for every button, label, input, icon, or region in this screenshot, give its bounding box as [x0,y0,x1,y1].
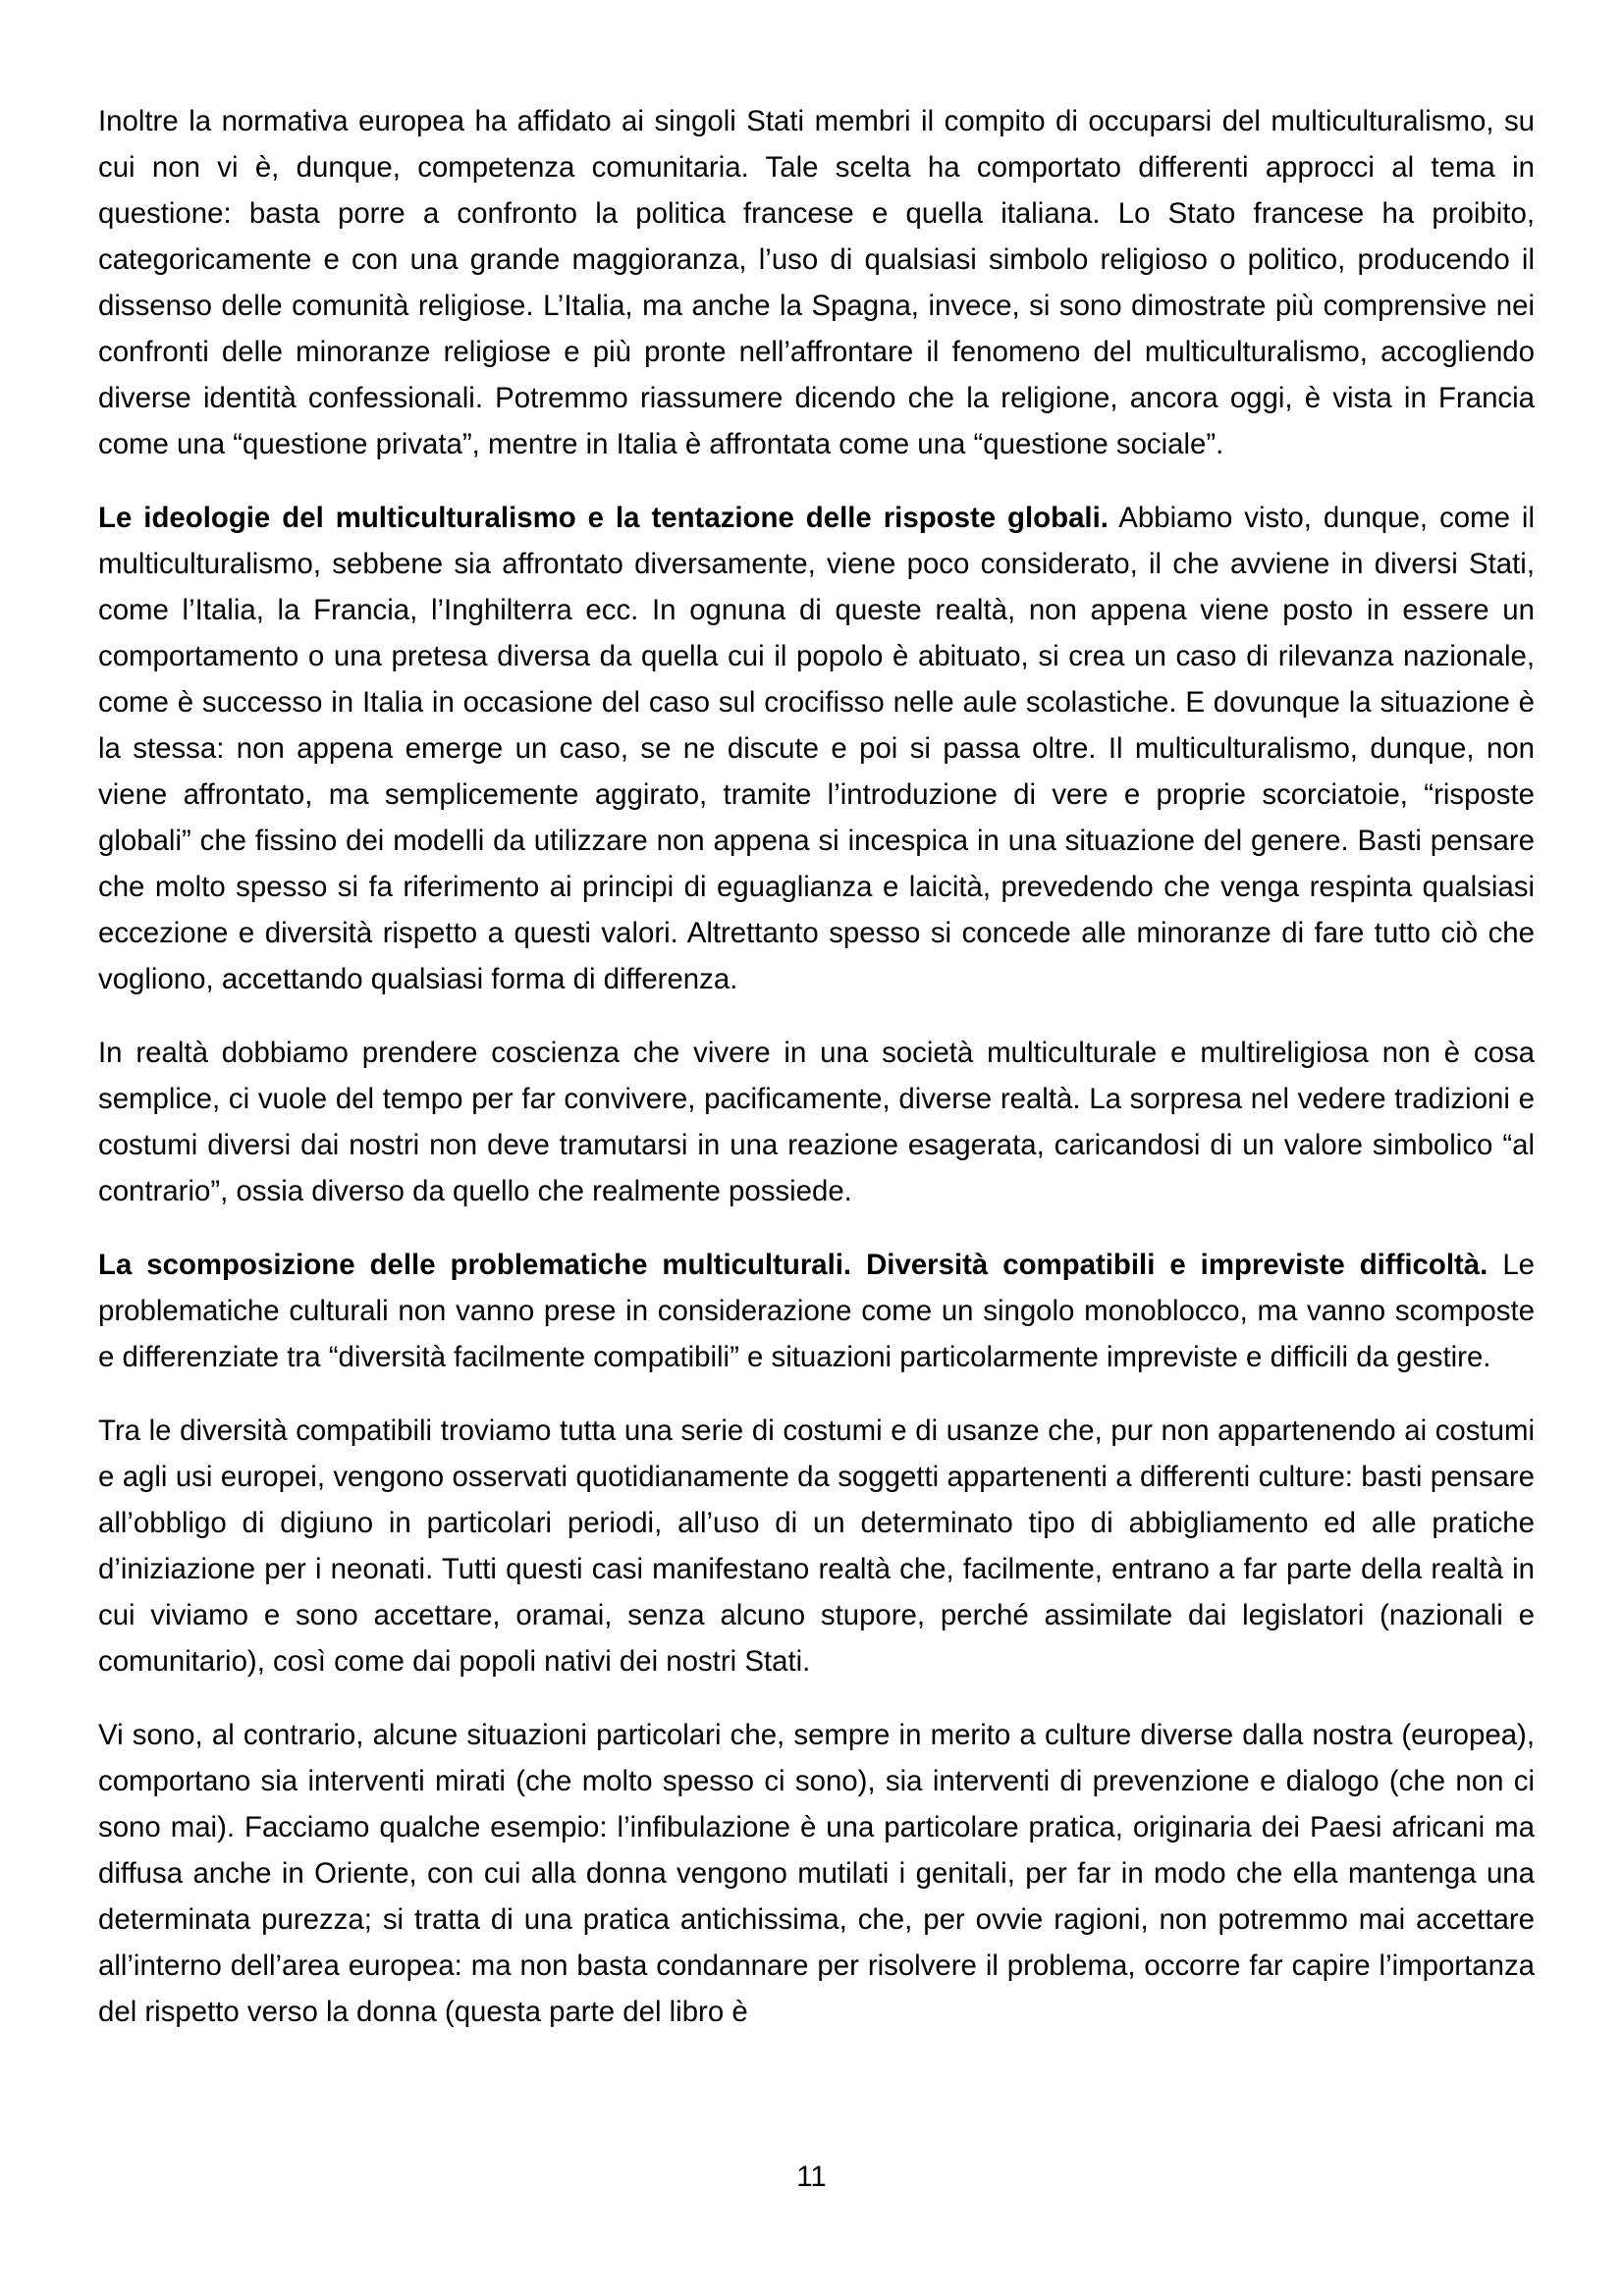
paragraph-2-text: Abbiamo visto, dunque, come il multiculturalismo, sebbene sia affrontato diversamente, viene poco considerato, il che avviene in diversi Stati, come l’Italia, la Francia, l’Inghilterra ecc. In ognuna di queste realtà, non appena viene posto in essere un comportamento o una pretesa diversa da quella cui il popolo è abituato, si crea un caso di rilevanza nazionale, come è successo in Italia in occasione del caso sul crocifisso nelle aule scolastiche. E dovunque la situazione è la stessa: non appena emerge un caso, se ne discute e poi si passa oltre. Il multiculturalismo, dunque, non viene affrontato, ma semplicemente aggirato, tramite l’introduzione di vere e proprie scorciatoie, “risposte globali” che fissino dei modelli da utilizzare non appena si incespica in una situazione del genere. Basti pensare che molto spesso si fa riferimento ai principi di eguaglianza e laicità, prevedendo che venga respinta qualsiasi eccezione e diversità rispetto a questi valori. Altrettanto spesso si concede alle minoranze di fare tutto ciò che vogliono, accettando qualsiasi forma di differenza. [98,502,1535,995]
paragraph-4-text: Le problematiche culturali non vanno prese in considerazione come un singolo monoblocco, ma vanno scomposte e differenziate tra “diversità facilmente compatibili” e situazioni particolarmente impreviste e difficili da gestire. [98,1249,1536,1373]
paragraph-1-text: Inoltre la normativa europea ha affidato ai singoli Stati membri il compito di occuparsi del multiculturalismo, su cui non vi è, dunque, competenza comunitaria. Tale scelta ha comportato differenti approcci al tema in questione: basta porre a confronto la politica francese e quella italiana. Lo Stato francese ha proibito, categoricamente e con una grande maggioranza, l’uso di qualsiasi simbolo religioso o politico, producendo il dissenso delle comunità religiose. L’Italia, ma anche la Spagna, invece, si sono dimostrate più comprensive nei confronti delle minoranze religiose e più pronte nell’affrontare il fenomeno del multiculturalismo, accogliendo diverse identità confessionali. Potremmo riassumere dicendo che la religione, ancora oggi, è vista in Francia come una “questione privata”, mentre in Italia è affrontata come una “questione sociale”. [98,105,1535,460]
paragraph-4 [98,1242,1535,1380]
paragraph-3-text: In realtà dobbiamo prendere coscienza che vivere in una società multiculturale e multireligiosa non è cosa semplice, ci vuole del tempo per far convivere, pacificamente, diverse realtà. La sorpresa nel vedere tradizioni e costumi diversi dai nostri non deve tramutarsi in una reazione esagerata, caricandosi di un valore simbolico “al contrario”, ossia diverso da quello che realmente possiede. [98,1037,1535,1207]
paragraph-6-text: Vi sono, al contrario, alcune situazioni particolari che, sempre in merito a culture diverse dalla nostra (europea), comportano sia interventi mirati (che molto spesso ci sono), sia interventi di prevenzione e dialogo (che non ci sono mai). Facciamo qualche esempio: l’infibulazione è una particolare pratica, originaria dei Paesi africani ma diffusa anche in Oriente, con cui alla donna vengono mutilati i genitali, per far in modo che ella mantenga una determinata purezza; si tratta di una pratica antichissima, che, per ovvie ragioni, non potremmo mai accettare all’interno dell’area europea: ma non basta condannare per risolvere il problema, occorre far capire l’importanza del rispetto verso la donna (questa parte del libro è [98,1719,1535,2028]
paragraph-1 [98,98,1535,467]
paragraph-5-text: Tra le diversità compatibili troviamo tutta una serie di costumi e di usanze che, pur non appartenendo ai costumi e agli usi europei, vengono osservati quotidianamente da soggetti appartenenti a differenti culture: basti pensare all’obbligo di digiuno in particolari periodi, all’uso di un determinato tipo di abbigliamento ed alle pratiche d’iniziazione per i neonati. Tutti questi casi manifestano realtà che, facilmente, entrano a far parte della realtà in cui viviamo e sono accettare, oramai, senza alcuno stupore, perché assimilate dai legislatori (nazionali e comunitario), così come dai popoli nativi dei nostri Stati. [98,1415,1535,1678]
paragraph-2-heading: Le ideologie del multiculturalismo e la tentazione delle risposte globali. [98,502,1109,534]
paragraph-5 [98,1408,1535,1684]
paragraph-3 [98,1030,1535,1214]
paragraph-2 [98,495,1535,1002]
paragraph-4-heading: La scomposizione delle problematiche multiculturali. Diversità compatibili e impreviste difficoltà. [98,1249,1488,1281]
page-number: 11 [796,2161,827,2193]
paragraph-6 [98,1712,1535,2035]
document-page [98,98,1535,2062]
